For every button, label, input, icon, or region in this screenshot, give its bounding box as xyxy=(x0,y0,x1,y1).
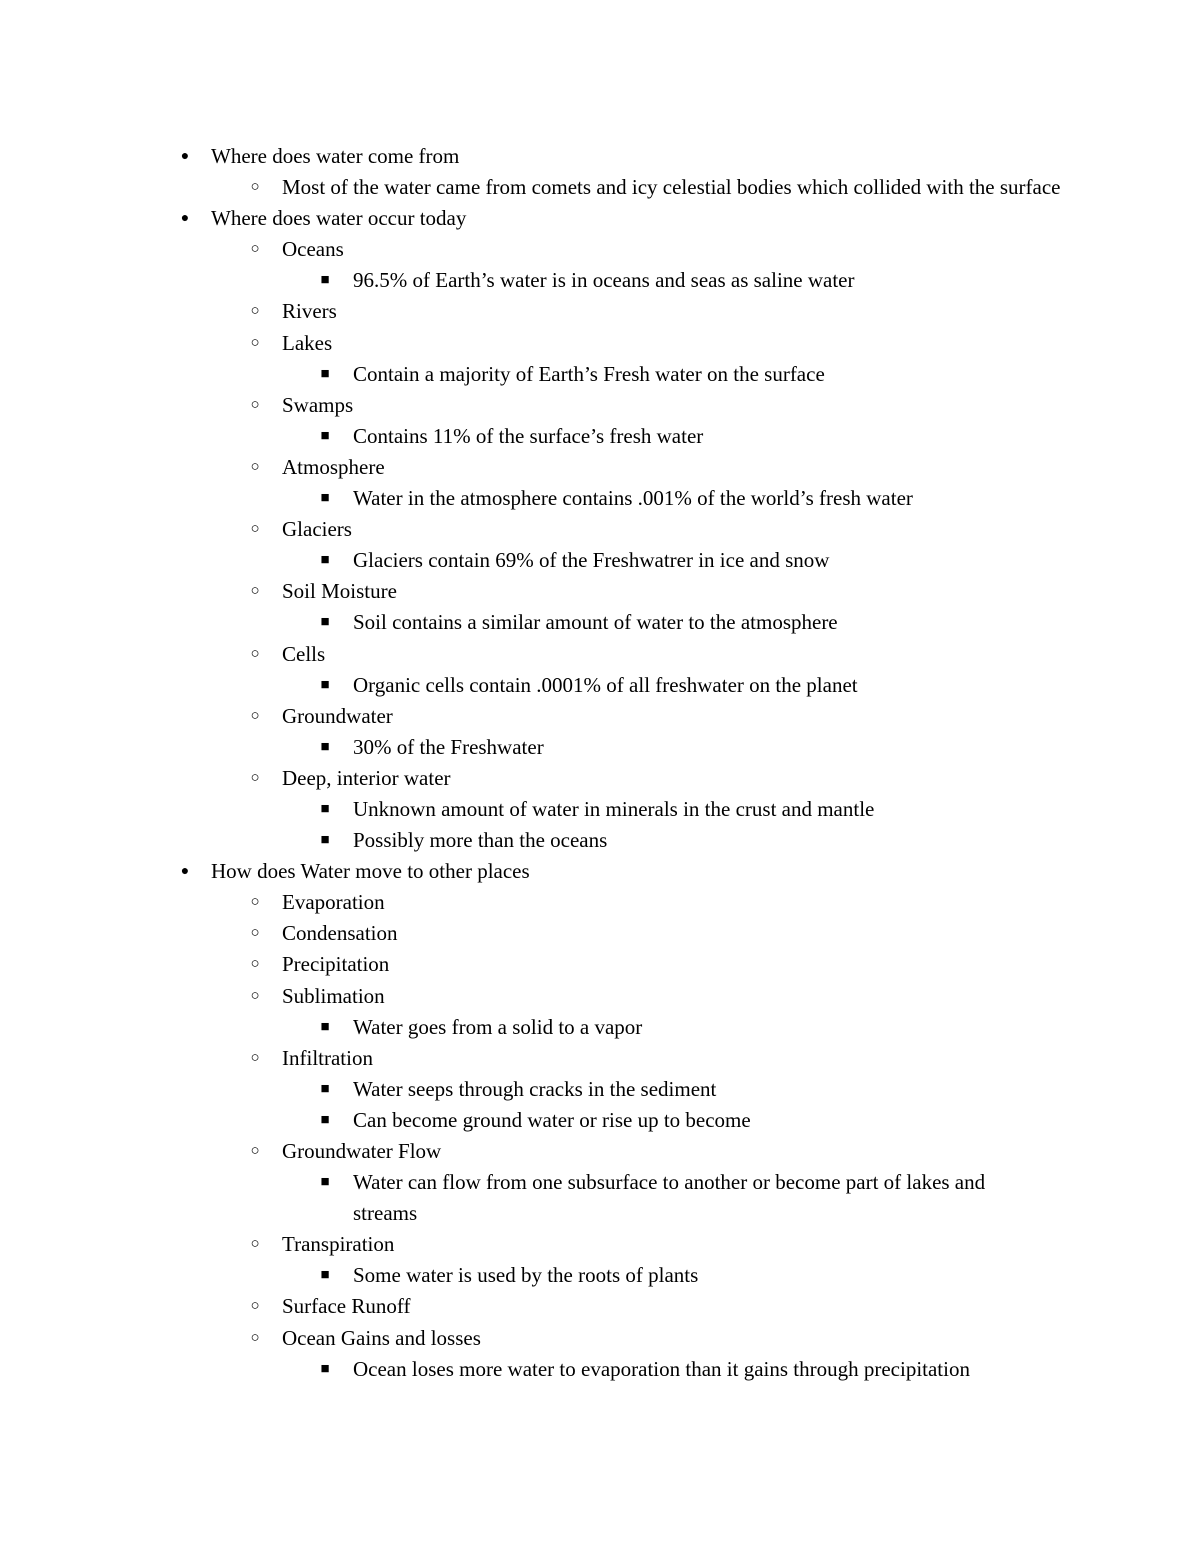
filled-circle-bullet-icon: ● xyxy=(180,864,190,880)
list-item-text: Glaciers contain 69% of the Freshwatrer in ice and snow xyxy=(353,548,830,573)
list-item-level-2 xyxy=(0,390,1200,421)
square-bullet-icon: ■ xyxy=(320,1080,330,1097)
list-item-level-3 xyxy=(0,732,1200,763)
list-item-text: Precipitation xyxy=(282,952,390,977)
list-item-text: Ocean loses more water to evaporation than it gains through precipitation xyxy=(353,1356,970,1381)
list-item-text: 30% of the Freshwater xyxy=(353,734,544,759)
list-item-text: Deep, interior water xyxy=(282,765,451,790)
hollow-circle-bullet-icon: ○ xyxy=(250,925,260,942)
square-bullet-icon: ■ xyxy=(320,1267,330,1284)
list-item-text: Water seeps through cracks in the sediment xyxy=(353,1076,717,1101)
square-bullet-icon: ■ xyxy=(320,614,330,631)
list-item-level-3 xyxy=(0,421,1200,452)
list-item-level-3 xyxy=(0,483,1200,514)
list-item-level-2 xyxy=(0,887,1200,918)
list-item-level-2 xyxy=(0,1043,1200,1074)
list-item-text: Infiltration xyxy=(282,1045,373,1070)
list-item-level-2 xyxy=(0,701,1200,732)
list-item-level-2 xyxy=(0,1229,1200,1260)
square-bullet-icon: ■ xyxy=(320,832,330,849)
square-bullet-icon: ■ xyxy=(320,1174,330,1191)
list-item-level-2 xyxy=(0,981,1200,1012)
list-item-level-3 xyxy=(0,1354,1200,1385)
list-item-level-3 xyxy=(0,1260,1200,1291)
list-item-level-1 xyxy=(0,203,1200,234)
list-item-text: Soil contains a similar amount of water to the atmosphere xyxy=(353,610,838,635)
filled-circle-bullet-icon: ● xyxy=(180,149,190,164)
square-bullet-icon: ■ xyxy=(320,1018,330,1035)
square-bullet-icon: ■ xyxy=(320,552,330,569)
hollow-circle-bullet-icon: ○ xyxy=(250,707,260,724)
hollow-circle-bullet-icon: ○ xyxy=(250,645,260,662)
square-bullet-icon: ■ xyxy=(320,800,330,817)
square-bullet-icon: ■ xyxy=(320,365,330,382)
hollow-circle-bullet-icon: ○ xyxy=(250,894,260,911)
hollow-circle-bullet-icon: ○ xyxy=(250,1236,260,1253)
list-item-level-3 xyxy=(0,1105,1200,1136)
list-item-text: Atmosphere xyxy=(282,454,385,479)
list-item-level-3 xyxy=(0,1074,1200,1105)
list-item-level-1 xyxy=(0,141,1200,172)
list-item-text: Condensation xyxy=(282,921,398,946)
list-item-level-3 xyxy=(0,670,1200,701)
square-bullet-icon: ■ xyxy=(320,272,330,289)
list-item-level-2 xyxy=(0,1136,1200,1167)
list-item-text: Groundwater xyxy=(282,703,393,728)
list-item-level-3 xyxy=(0,265,1200,296)
list-item-level-2 xyxy=(0,1323,1200,1354)
list-item-text: Oceans xyxy=(282,237,344,262)
square-bullet-icon: ■ xyxy=(320,490,330,507)
hollow-circle-bullet-icon: ○ xyxy=(250,1329,260,1346)
hollow-circle-bullet-icon: ○ xyxy=(250,179,260,196)
list-item-level-1 xyxy=(0,856,1200,887)
hollow-circle-bullet-icon: ○ xyxy=(250,956,260,973)
square-bullet-icon: ■ xyxy=(320,1111,330,1128)
list-item-text: Can become ground water or rise up to become xyxy=(353,1107,751,1132)
list-item-text: Unknown amount of water in minerals in the crust and mantle xyxy=(353,796,875,821)
notes-outline xyxy=(0,141,1200,1385)
list-item-text: Where does water come from xyxy=(211,144,460,168)
list-item-level-3 xyxy=(0,1012,1200,1043)
list-item-text: Water in the atmosphere contains .001% of the world’s fresh water xyxy=(353,486,913,511)
hollow-circle-bullet-icon: ○ xyxy=(250,458,260,475)
square-bullet-icon: ■ xyxy=(320,738,330,755)
square-bullet-icon: ■ xyxy=(320,427,330,444)
hollow-circle-bullet-icon: ○ xyxy=(250,1049,260,1066)
list-item-level-3 xyxy=(0,359,1200,390)
list-item-level-2 xyxy=(0,763,1200,794)
list-item-text: Evaporation xyxy=(282,890,385,915)
list-item-level-3 xyxy=(0,1167,1200,1229)
list-item-text: Soil Moisture xyxy=(282,579,397,604)
list-item-level-2 xyxy=(0,296,1200,327)
hollow-circle-bullet-icon: ○ xyxy=(250,334,260,351)
list-item-level-2 xyxy=(0,576,1200,607)
list-item-text: Glaciers xyxy=(282,517,352,542)
list-item-level-2 xyxy=(0,639,1200,670)
list-item-text: Water can flow from one subsurface to another or become part of lakes and streams xyxy=(353,1170,986,1226)
list-item-level-2 xyxy=(0,514,1200,545)
list-item-text: 96.5% of Earth’s water is in oceans and seas as saline water xyxy=(353,268,855,293)
list-item-level-3 xyxy=(0,607,1200,638)
list-item-level-3 xyxy=(0,825,1200,856)
list-item-text: Contain a majority of Earth’s Fresh water on the surface xyxy=(353,361,825,386)
list-item-level-2 xyxy=(0,328,1200,359)
list-item-level-3 xyxy=(0,794,1200,825)
list-item-level-3 xyxy=(0,545,1200,576)
list-item-text: Swamps xyxy=(282,392,354,417)
list-item-level-2 xyxy=(0,949,1200,980)
list-item-text: Groundwater Flow xyxy=(282,1139,442,1163)
hollow-circle-bullet-icon: ○ xyxy=(250,303,260,320)
hollow-circle-bullet-icon: ○ xyxy=(250,769,260,786)
hollow-circle-bullet-icon: ○ xyxy=(250,987,260,1004)
list-item-text: Cells xyxy=(282,641,326,666)
hollow-circle-bullet-icon: ○ xyxy=(250,1143,260,1159)
list-item-level-2 xyxy=(0,918,1200,949)
list-item-text: Possibly more than the oceans xyxy=(353,828,608,853)
hollow-circle-bullet-icon: ○ xyxy=(250,396,260,413)
list-item-text: Surface Runoff xyxy=(282,1294,411,1319)
list-item-text: Some water is used by the roots of plants xyxy=(353,1263,699,1288)
list-item-text: Organic cells contain .0001% of all freshwater on the planet xyxy=(353,672,858,697)
hollow-circle-bullet-icon: ○ xyxy=(250,521,260,538)
list-item-text: Rivers xyxy=(282,299,337,324)
list-item-text: Contains 11% of the surface’s fresh water xyxy=(353,423,704,448)
list-item-level-2 xyxy=(0,234,1200,265)
list-item-text: Ocean Gains and losses xyxy=(282,1325,481,1350)
list-item-text: How does Water move to other places xyxy=(211,859,530,884)
hollow-circle-bullet-icon: ○ xyxy=(250,583,260,600)
square-bullet-icon: ■ xyxy=(320,676,330,693)
hollow-circle-bullet-icon: ○ xyxy=(250,1298,260,1315)
list-item-text: Most of the water came from comets and icy celestial bodies which collided with the surface xyxy=(282,175,1061,200)
square-bullet-icon: ■ xyxy=(320,1360,330,1377)
list-item-level-2 xyxy=(0,1291,1200,1322)
hollow-circle-bullet-icon: ○ xyxy=(250,241,260,258)
list-item-text: Sublimation xyxy=(282,983,385,1008)
list-item-level-2 xyxy=(0,172,1200,203)
list-item-text: Water goes from a solid to a vapor xyxy=(353,1014,643,1039)
list-item-text: Transpiration xyxy=(282,1232,395,1257)
list-item-text: Lakes xyxy=(282,330,333,355)
filled-circle-bullet-icon: ● xyxy=(180,211,190,227)
list-item-level-2 xyxy=(0,452,1200,483)
list-item-text: Where does water occur today xyxy=(211,206,467,231)
